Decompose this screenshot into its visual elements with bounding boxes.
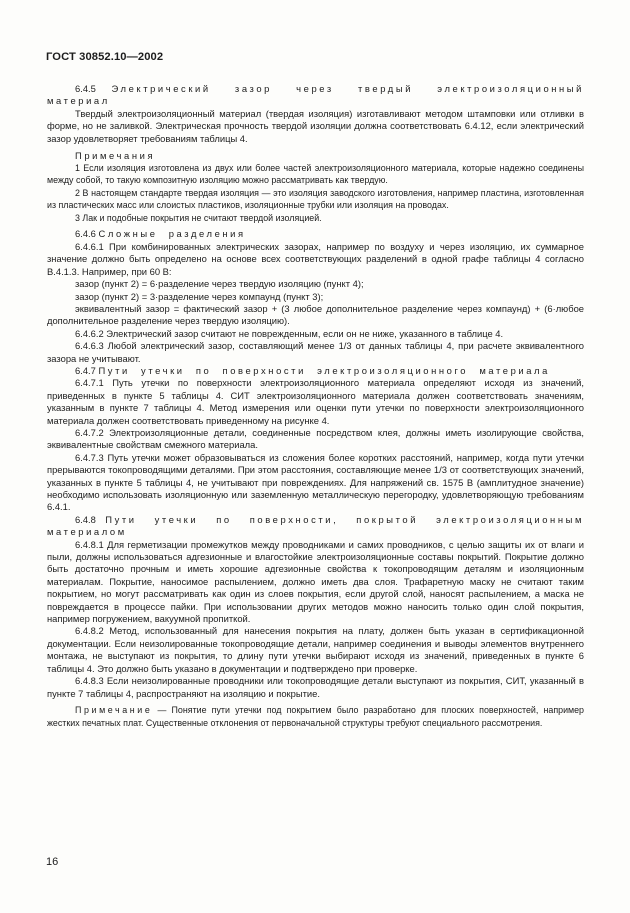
paragraph-note1: [47, 150, 584, 162]
paragraph-text: Твердый электроизоляционный материал (твердая изоляция) изготавливают методом штамповки или отливки в форме, но не заливкой. Электрическая прочность твердой изоляции должна соответствовать 6.4.12, если электрический зазор удовлетворяет требованиям таблицы 4.: [47, 107, 584, 144]
paragraph-h645: [47, 83, 584, 108]
paragraph-text: 3 Лак и подобные покрытия не считают твердой изоляцией.: [75, 212, 322, 223]
paragraph-p6461: [47, 241, 584, 278]
paragraph-n2: [47, 187, 584, 212]
paragraph-p6481: [47, 539, 584, 626]
paragraph-p6463: [47, 340, 584, 365]
document-body: [47, 83, 584, 729]
paragraph-text: эквивалентный зазор = фактический зазор + (3 любое дополнительное разделение через компаунд) + (6·любое дополнительное разделение через твердую изоляцию).: [47, 302, 584, 327]
paragraph-p6482: [47, 625, 584, 675]
paragraph-text: 6.4.8.2 Метод, использованный для нанесения покрытия на плату, должен быть указан в сертификационной документации. Если неизолированные токопроводящие детали, например соединения и выводы элементов внутреннего монтажа, не выступают из покрытия, то длину пути утечки выбирают исходя из значений, приведенных в пункте 6 таблицы 4. Это должно быть указано в документации и подтверждено при проверке.: [47, 625, 584, 674]
paragraph-h648: [47, 514, 584, 539]
paragraph-n3: [47, 212, 584, 224]
paragraph-p6472: [47, 427, 584, 452]
paragraph-h647: [47, 365, 584, 377]
paragraph-p6473: [47, 452, 584, 514]
paragraph-f2: [47, 291, 584, 303]
paragraph-p645a: [47, 108, 584, 145]
section-number: 6.4.8: [75, 513, 96, 525]
note-heading: Примечание: [75, 705, 153, 716]
section-title: Пути утечки по поверхности электроизоляционного материала: [98, 364, 550, 376]
paragraph-text: 6.4.8.1 Для герметизации промежутков между проводниками и самих проводников, с целью защиты их от влаги и пыли, должны использоваться адгезионные и влагостойкие электроизоляционные составы покрытий. Покрытие должно быть достаточно прочным и иметь хорошие адгезионные свойства к токопроводящим деталям и изоляционным материалам. Покрытие, наносимое распылением, должно иметь два слоя. Трафаретную маску не считают таким покрытием, но могут рассматривать как один из слоев покрытия, если другой слой, наносят распылением, а маска не повреждается в процессе пайки. При использовании других методов можно наносить только один слой покрытия, например погружением, вакуумной пропиткой.: [47, 538, 584, 625]
page-number: 16: [46, 856, 59, 868]
paragraph-f1: [47, 278, 584, 290]
paragraph-text: 6.4.6.3 Любой электрический зазор, составляющий менее 1/3 от данных таблицы 4, при расчете эквивалентного зазора не учитывают.: [47, 340, 584, 364]
paragraph-f3: [47, 303, 584, 328]
paragraph-h646: [47, 228, 584, 240]
paragraph-text: 6.4.8.3 Если неизолированные проводники или токопроводящие детали выступают из покрытия, СИТ, указанный в пункте 7 таблицы 4, распространяют на изоляцию и покрытие.: [47, 675, 584, 699]
paragraph-n1: [47, 162, 584, 187]
paragraph-text: зазор (пункт 2) = 6·разделение через твердую изоляцию (пункт 4);: [75, 278, 364, 290]
section-title: Пути утечки по поверхности, покрытой электроизоляционным материалом: [47, 513, 585, 538]
paragraph-p6483: [47, 675, 584, 700]
paragraph-note2: [47, 704, 584, 729]
paragraph-p6462: [47, 328, 584, 340]
paragraph-text: зазор (пункт 2) = 3·разделение через компаунд (пункт 3);: [75, 290, 324, 302]
document-header: ГОСТ 30852.10—2002: [46, 51, 164, 63]
section-number: 6.4.7: [75, 364, 96, 376]
paragraph-p6471: [47, 377, 584, 427]
paragraph-text: 6.4.7.1 Путь утечки по поверхности электроизоляционного материала определяют исходя из значений, приведенных в пункте 5 таблицы 4. СИТ электроизоляционного материала должен соответствовать значениям, указанным в пункте 7 таблицы 4. Метод измерения или оценки пути утечки по поверхности электроизоляционного материала должен соответствовать приведенному на рисунке 4.: [47, 377, 584, 426]
paragraph-text: 6.4.6.1 При комбинированных электрических зазорах, например по воздуху и через изоляцию, их суммарное значение должно быть определено на основе всех соответствующих разделений в одной графе таблицы 4 согласно В.4.1.3. Например, при 60 В:: [47, 240, 584, 277]
paragraph-text: 6.4.7.2 Электроизоляционные детали, соединенные посредством клея, должны иметь изолирующие свойства, эквивалентные свойствам смежного материала.: [47, 426, 584, 451]
note-heading: Примечания: [75, 149, 156, 161]
paragraph-text: 2 В настоящем стандарте твердая изоляция — это изоляция заводского изготовления, например пластина, изготовленная из пластических масс или слоистых пластиков, изоляционные трубки или изоляция на проводах.: [47, 187, 584, 211]
section-title: Электрический зазор через твердый электроизоляционный материал: [47, 83, 584, 107]
paragraph-text: 6.4.7.3 Путь утечки может образовываться из сложения более коротких расстояний, например, когда пути утечки прерываются токопроводящими деталями. При этом расстояния, составляющие менее 1/3 от соответствующих значений, указанных в пункте 5 таблицы 4, не учитывают при повреждениях. Для напряжений св. 1575 В (амплитудное значение) необходимо использовать изоляционную или заземленную металлическую перегородку, удовлетворяющую требованиям 6.4.1.: [47, 451, 584, 513]
paragraph-text: 6.4.6.2 Электрический зазор считают не поврежденным, если он не ниже, указанного в таблице 4.: [75, 327, 504, 339]
section-number: 6.4.6: [75, 228, 96, 240]
section-title: Сложные разделения: [98, 228, 246, 240]
section-number: 6.4.5: [75, 83, 96, 94]
paragraph-text: 1 Если изоляция изготовлена из двух или более частей электроизоляционного материала, которые надежно соединены между собой, то такую композитную изоляцию можно рассматривать как твердую.: [47, 162, 584, 186]
paragraph-text: — Понятие пути утечки под покрытием было разработано для плоских поверхностей, например жестких печатных плат. Существенные отклонения от первоначальной структуры требуют специального рассмотрения.: [47, 705, 584, 728]
